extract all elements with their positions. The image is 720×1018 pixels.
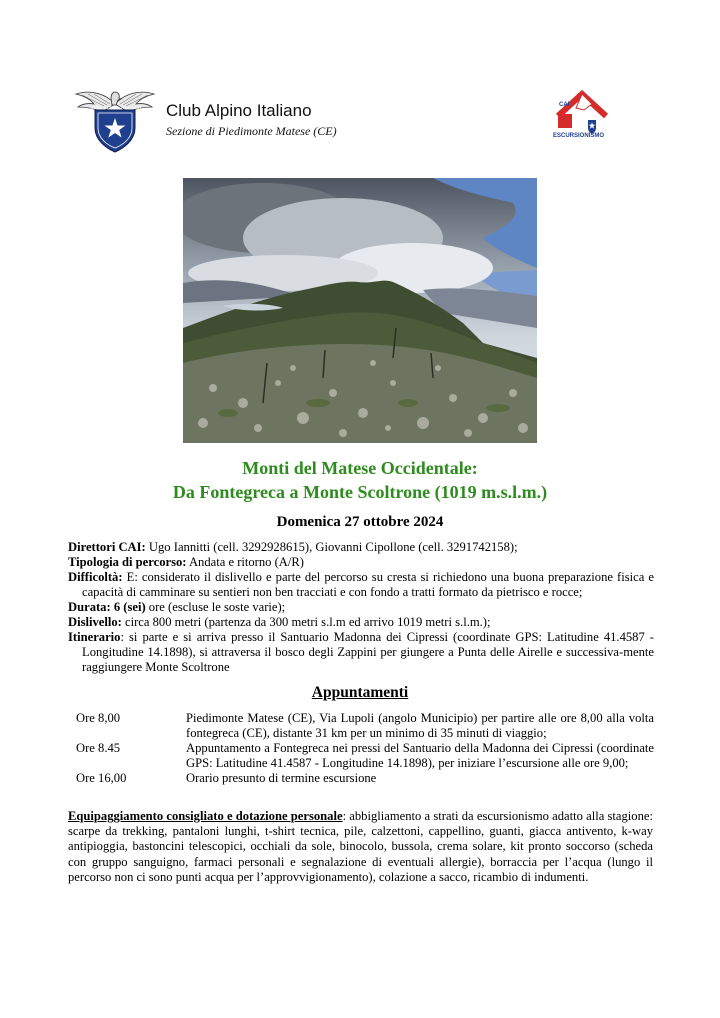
appointment-text: Piedimonte Matese (CE), Via Lupoli (angolo Municipio) per partire alle ore 8,00 alla volta fontegreca (CE), distante 31 km per un minimo di 35 minuti di viaggio; (186, 711, 654, 740)
route-type-line (68, 555, 654, 570)
appointment-time: Ore 8,00 (76, 711, 121, 725)
appointment-time: Ore 16,00 (76, 771, 127, 785)
org-name: Club Alpino Italiano (166, 101, 312, 120)
appointment-row (68, 741, 654, 771)
directors-label: Direttori CAI: (68, 540, 146, 554)
directors-value: Ugo Iannitti (cell. 3292928615), Giovanni Cipollone (cell. 3291742158); (145, 540, 518, 554)
elevation-label: Dislivello: (68, 615, 122, 629)
equipment-paragraph (68, 809, 653, 885)
equipment-text: : abbigliamento a strati da escursionismo adatto alla stagione: scarpe da trekking, pantaloni lunghi, t-shirt tecnica, pile, calzettoni, cappellino, guanti, giacca antivento, k-way antipioggia, bastoncini telescopici, occhiali da sole, binocolo, bussola, crema solare, kit pronto soccorso (scheda con gruppo sanguigno, farmaci personali e segnalazione di eventuali allergie), borraccia per l’acqua (lungo il percorso non ci sono punti acqua per l’approvvigionamento), colazione a sacco, ricambio di indumenti. (68, 809, 653, 884)
appointment-time: Ore 8.45 (76, 741, 121, 755)
elevation-value: circa 800 metri (partenza da 300 metri s.l.m ed arrivo 1019 metri s.l.m.); (121, 615, 491, 629)
itinerary-label: Itinerario (68, 630, 121, 644)
appointment-text: Appuntamento a Fontegreca nei pressi del Santuario della Madonna dei Cipressi (coordinate GPS: Latitudine 41.4587 - Longitudine 14.1898), per iniziare l’escursione alle ore 9,00; (186, 741, 654, 770)
appointment-text: Orario presunto di termine escursione (186, 771, 377, 785)
appointments-list (68, 711, 654, 786)
route-type-value: Andata e ritorno (A/R) (186, 555, 304, 569)
itinerary-value: : si parte e si arriva presso il Santuario Madonna dei Cipressi (coordinate GPS: Latitudine 41.4587 - Longitudine 14.1898), si attraversa il bosco degli Zappini per giungere a Punta delle Airelle e successiva-mente raggiungere Monte Scoltrone (82, 630, 654, 674)
logo-cai-text: CAI (559, 102, 570, 108)
cai-logo-ring-text: CLUB ALPINO ITALIANO (90, 105, 142, 110)
route-type-label: Tipologia di percorso: (68, 555, 187, 569)
difficulty-label: Difficoltà: (68, 570, 123, 584)
event-title-line1: Monti del Matese Occidentale: (242, 458, 478, 478)
duration-label: Durata: 6 (sei) (68, 600, 146, 614)
duration-line (68, 600, 654, 615)
event-title-line2: Da Fontegreca a Monte Scoltrone (1019 m.s.l.m.) (172, 482, 548, 502)
appointment-row (68, 771, 654, 786)
event-info (68, 540, 654, 675)
cai-eagle-logo (74, 84, 156, 154)
directors-line (68, 540, 654, 555)
mountain-landscape-photo (183, 178, 537, 443)
appointments-heading: Appuntamenti (311, 684, 409, 701)
duration-value: ore (escluse le soste varie); (145, 600, 286, 614)
elevation-line (68, 615, 654, 630)
itinerary-line (68, 630, 654, 675)
difficulty-value: E: considerato il dislivello e parte del percorso su cresta si richiedono una buona preparazione fisica e capacità di camminare su sentieri non ben tracciati e con fondo a tratti formato da pietrisco e rocce; (82, 570, 654, 599)
equipment-label: Equipaggiamento consigliato e dotazione personale (68, 809, 343, 823)
appointment-row (68, 711, 654, 741)
logo-escursionismo-text: ESCURSIONISMO (553, 133, 605, 139)
difficulty-line (68, 570, 654, 600)
event-date: Domenica 27 ottobre 2024 (276, 514, 444, 530)
org-section: Sezione di Piedimonte Matese (CE) (166, 124, 337, 138)
